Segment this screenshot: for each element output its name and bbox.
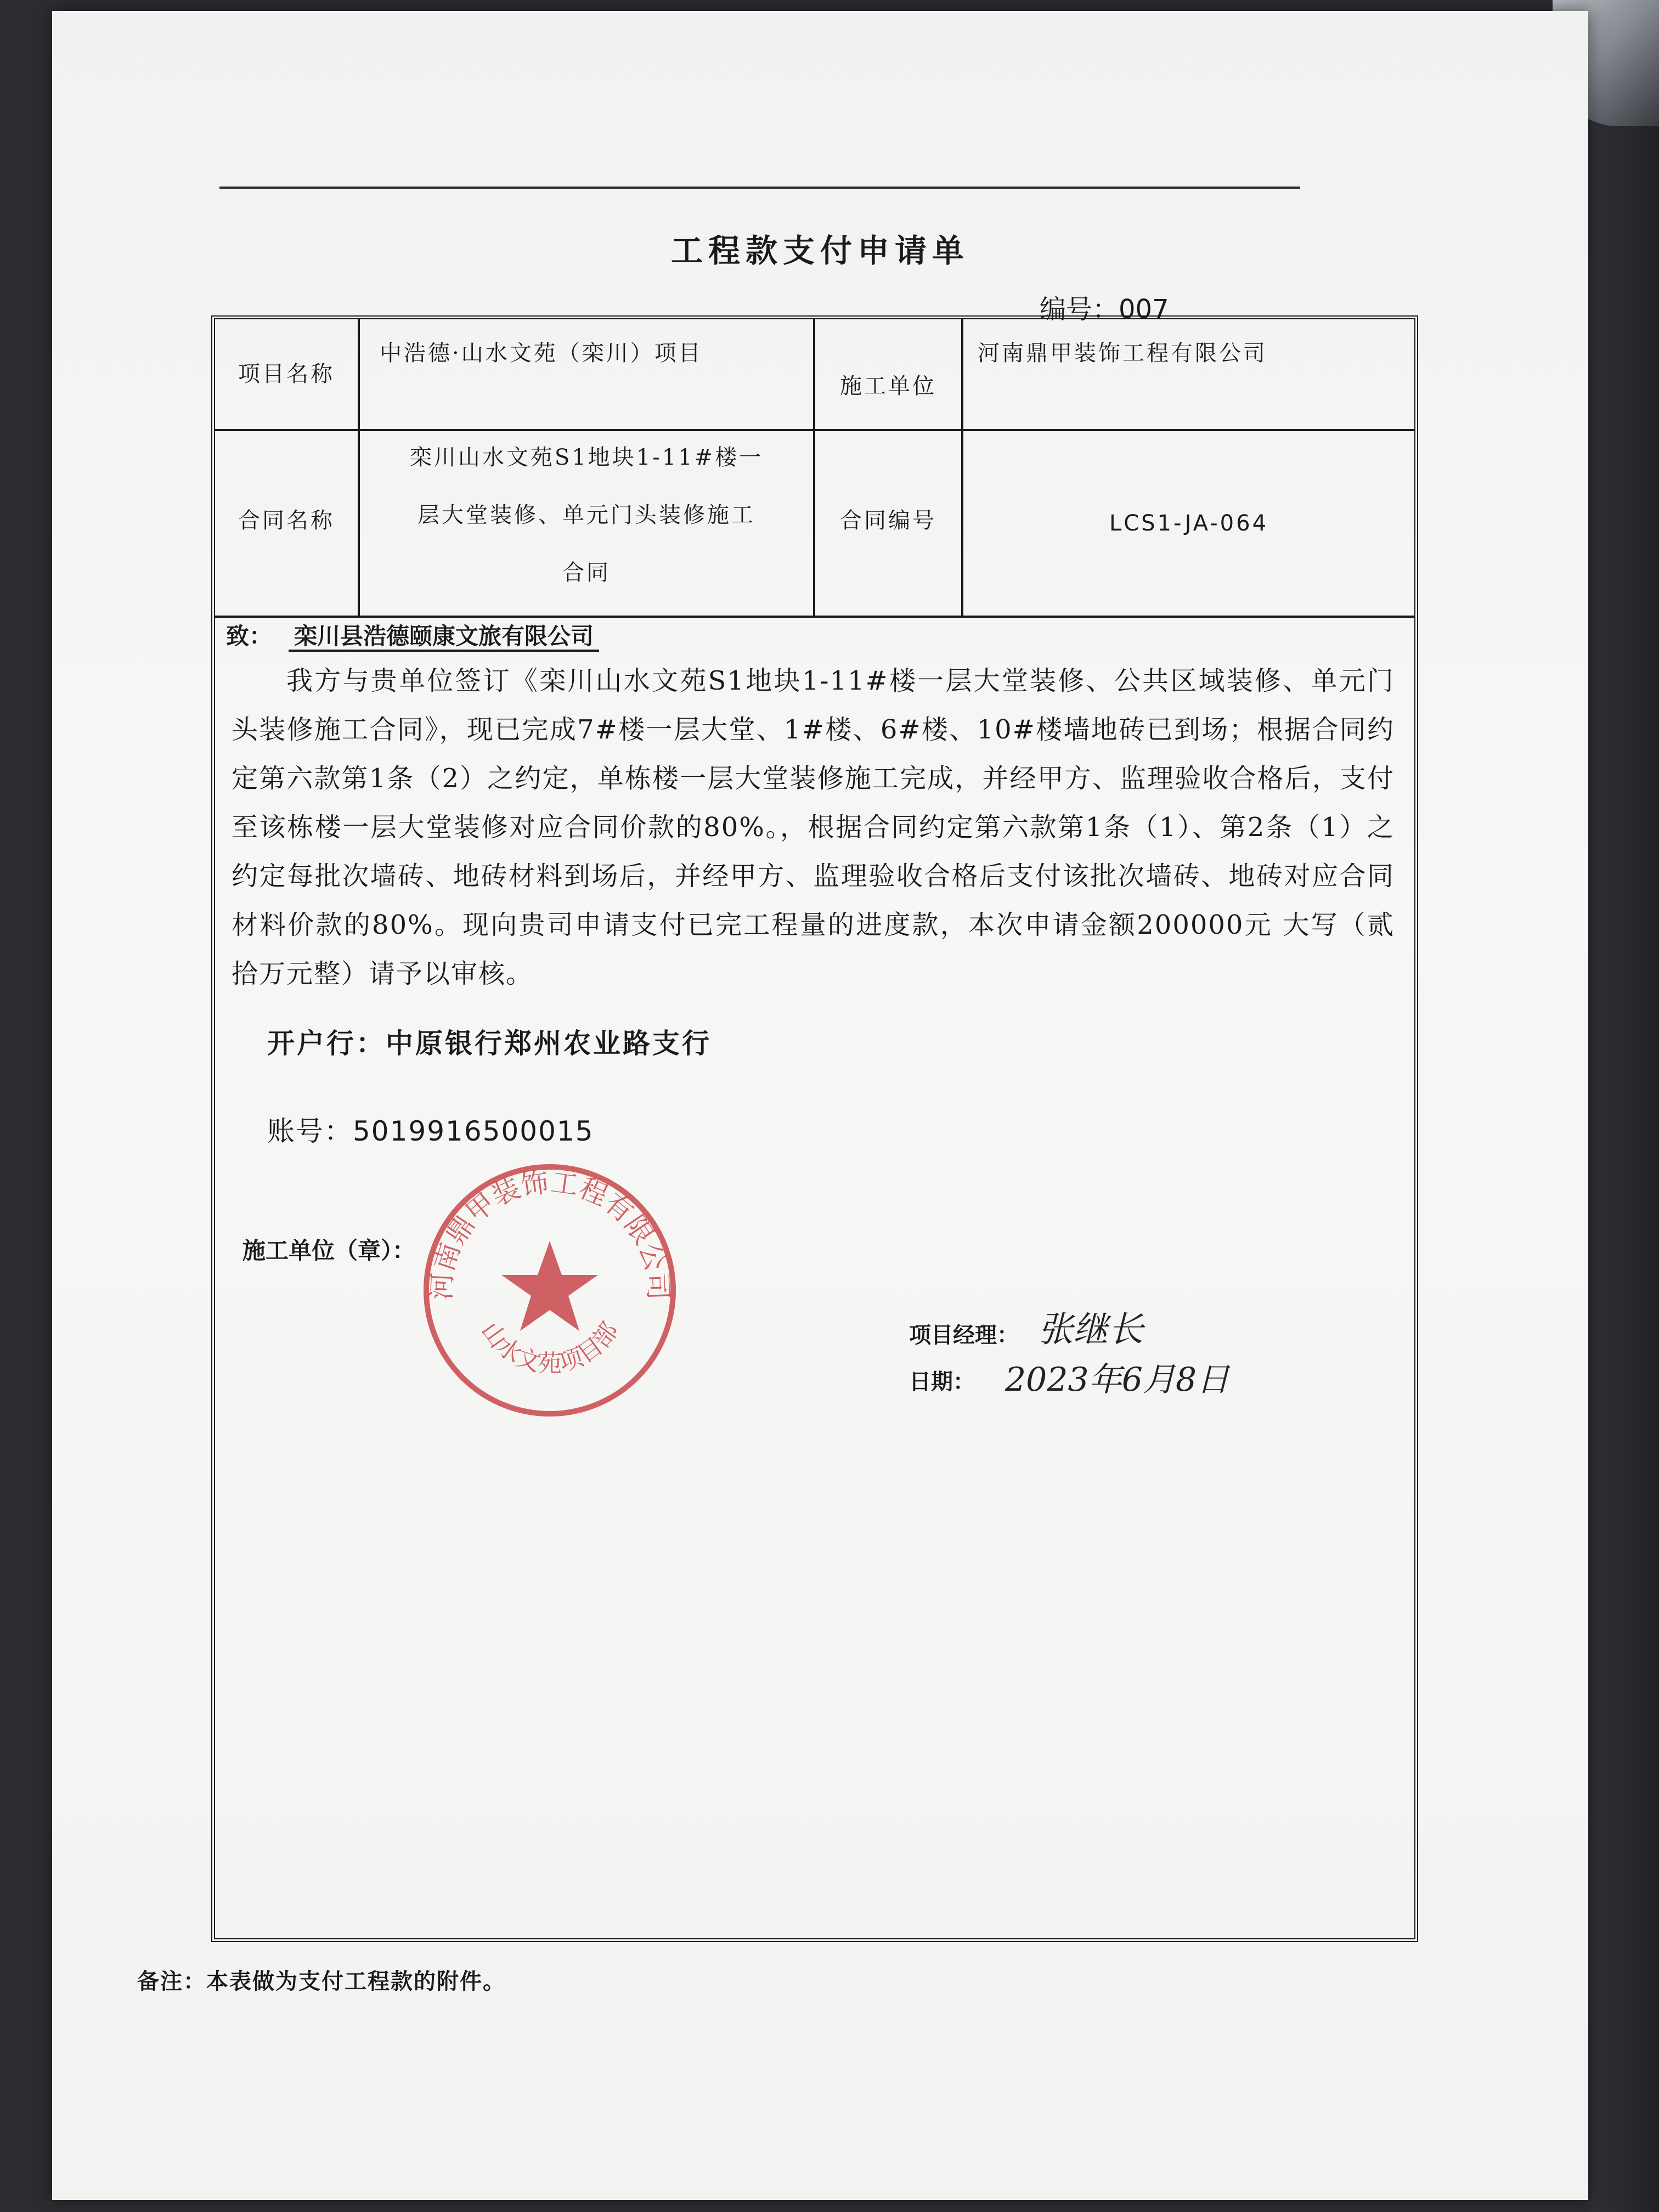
project-name-label: 项目名称 (238, 362, 335, 387)
addressee-value: 栾川县浩德颐康文旅有限公司 (289, 623, 599, 652)
contractor-value: 河南鼎甲装饰工程有限公司 (978, 341, 1267, 366)
addressee (226, 618, 599, 651)
row-divider (215, 616, 1414, 618)
paper-sheet (52, 11, 1588, 2200)
footnote: 备注：本表做为支付工程款的附件。 (137, 1968, 506, 1994)
project-manager-signature: 张继长 (1038, 1310, 1143, 1350)
seal-outer-text: 河南鼎甲装饰工程有限公司 (425, 1166, 674, 1301)
project-name-value: 中浩德·山水文苑（栾川）项目 (380, 341, 703, 366)
header-rule (219, 187, 1300, 189)
bank-name: 开户行：中原银行郑州农业路支行 (267, 1027, 712, 1059)
seal-inner-text: 山水文苑项目部 (475, 1317, 624, 1378)
col-divider (813, 319, 815, 616)
contract-name-line3: 合同 (562, 560, 611, 585)
desk-background (1591, 0, 1659, 2212)
document-title: 工程款支付申请单 (670, 232, 969, 269)
handwritten-date: 2023年6月8日 (1005, 1361, 1230, 1399)
addressee-label: 致： (226, 623, 273, 650)
contractor-label: 施工单位 (840, 374, 936, 399)
project-manager-label: 项目经理： (909, 1322, 1019, 1348)
application-body: 我方与贵单位签订《栾川山水文苑S1地块1-11#楼一层大堂装修、公共区域装修、单元门头装修施工合同》，现已完成7#楼一层大堂、1#楼、6#楼、10#楼墙地砖已到场；根据合同约定第六款第1条（2）之约定，单栋楼一层大堂装修施工完成，并经甲方、监理验收合格后，支付至该栋楼一层大堂装修对应合同价款的80%。，根据合同约定第六款第1条（1）、第2条（1）之约定每批次墙砖、地砖材料到场后，并经甲方、监理验收合格后支付该批次墙砖、地砖对应合同材料价款的80%。现向贵司申请支付已完工程量的进度款，本次申请金额200000元 大写（贰拾万元整）请予以审核。 (232, 665, 1395, 989)
company-seal (418, 1159, 681, 1422)
contract-name-line2: 层大堂装修、单元门头装修施工 (417, 503, 755, 528)
svg-text:山水文苑项目部 (476, 1317, 624, 1378)
account-number: 账号：5019916500015 (267, 1115, 594, 1147)
serial-number: 编号：007 (1040, 294, 1169, 325)
contractor-seal-label: 施工单位（章）： (242, 1237, 416, 1264)
contract-name-label: 合同名称 (238, 508, 335, 533)
star-icon (501, 1241, 598, 1331)
date-label: 日期： (909, 1369, 975, 1395)
contract-name-line1: 栾川山水文苑S1地块1-11#楼一 (409, 445, 764, 470)
contract-number-label: 合同编号 (840, 508, 936, 533)
form-frame (211, 315, 1418, 1942)
contract-number-value: LCS1-JA-064 (1109, 511, 1269, 536)
col-divider (961, 319, 963, 616)
